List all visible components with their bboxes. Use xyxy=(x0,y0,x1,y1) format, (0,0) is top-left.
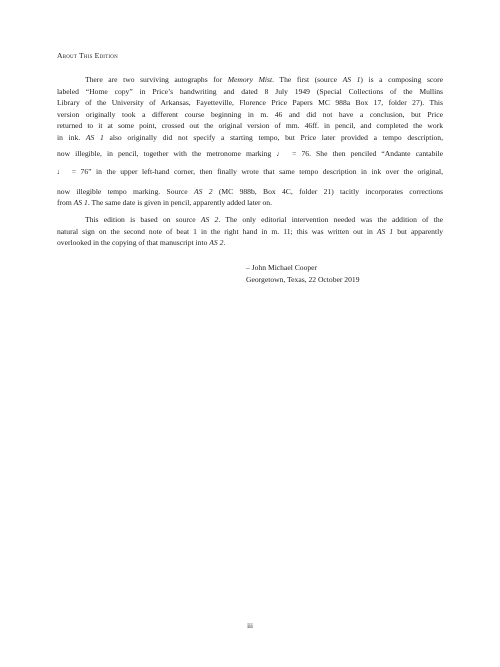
section-heading: About This Edition xyxy=(57,51,118,60)
text-line: returned to it at some point, crossed out the original version of mm. 46ff. in pencil, and completed the work xyxy=(57,121,443,131)
text-line: This edition is based on source AS 2. The only editorial intervention needed was the addition of the xyxy=(85,215,443,224)
paragraph-edition xyxy=(57,214,443,249)
text-line: ♩ = 76” in the upper left-hand corner, then finally wrote that same tempo description in ink over the original, xyxy=(57,167,443,177)
signature-name: – John Michael Cooper xyxy=(246,263,318,272)
text-line: There are two surviving autographs for Memory Mist. The first (source AS 1) is a composing score xyxy=(85,75,443,84)
paragraph-sources xyxy=(57,74,443,209)
signature-block xyxy=(246,262,360,285)
text-line: now illegible, in pencil, together with the metronome marking ♩ = 76. She then penciled “Andante cantabile xyxy=(57,148,443,158)
text-line: Library of the University of Arkansas, Fayetteville, Florence Price Papers MC 988a Box 17, folder 27). This xyxy=(57,98,443,108)
text-line: from AS 1. The same date is given in pencil, apparently added later on. xyxy=(57,198,272,208)
signature-place-date: Georgetown, Texas, 22 October 2019 xyxy=(246,274,360,284)
page-number: iii xyxy=(247,622,253,630)
text-line: labeled “Home copy” in Price’s handwriting and dated 8 July 1949 (Special Collections of the Mullins xyxy=(57,86,443,96)
text-line: in ink. AS 1 also originally did not specify a starting tempo, but Price later provided a tempo description, xyxy=(57,132,443,142)
text-line: natural sign on the second note of beat 1 in the right hand in m. 11; this was written out in AS 1 but apparently xyxy=(57,226,443,236)
text-line: now illegible tempo marking. Source AS 2 (MC 988b, Box 4C, folder 21) tacitly incorporates corrections xyxy=(57,186,443,196)
text-line: version originally took a different course beginning in m. 46 and did not have a conclusion, but Price xyxy=(57,109,443,119)
text-line: overlooked in the copying of that manuscript into AS 2. xyxy=(57,238,226,248)
